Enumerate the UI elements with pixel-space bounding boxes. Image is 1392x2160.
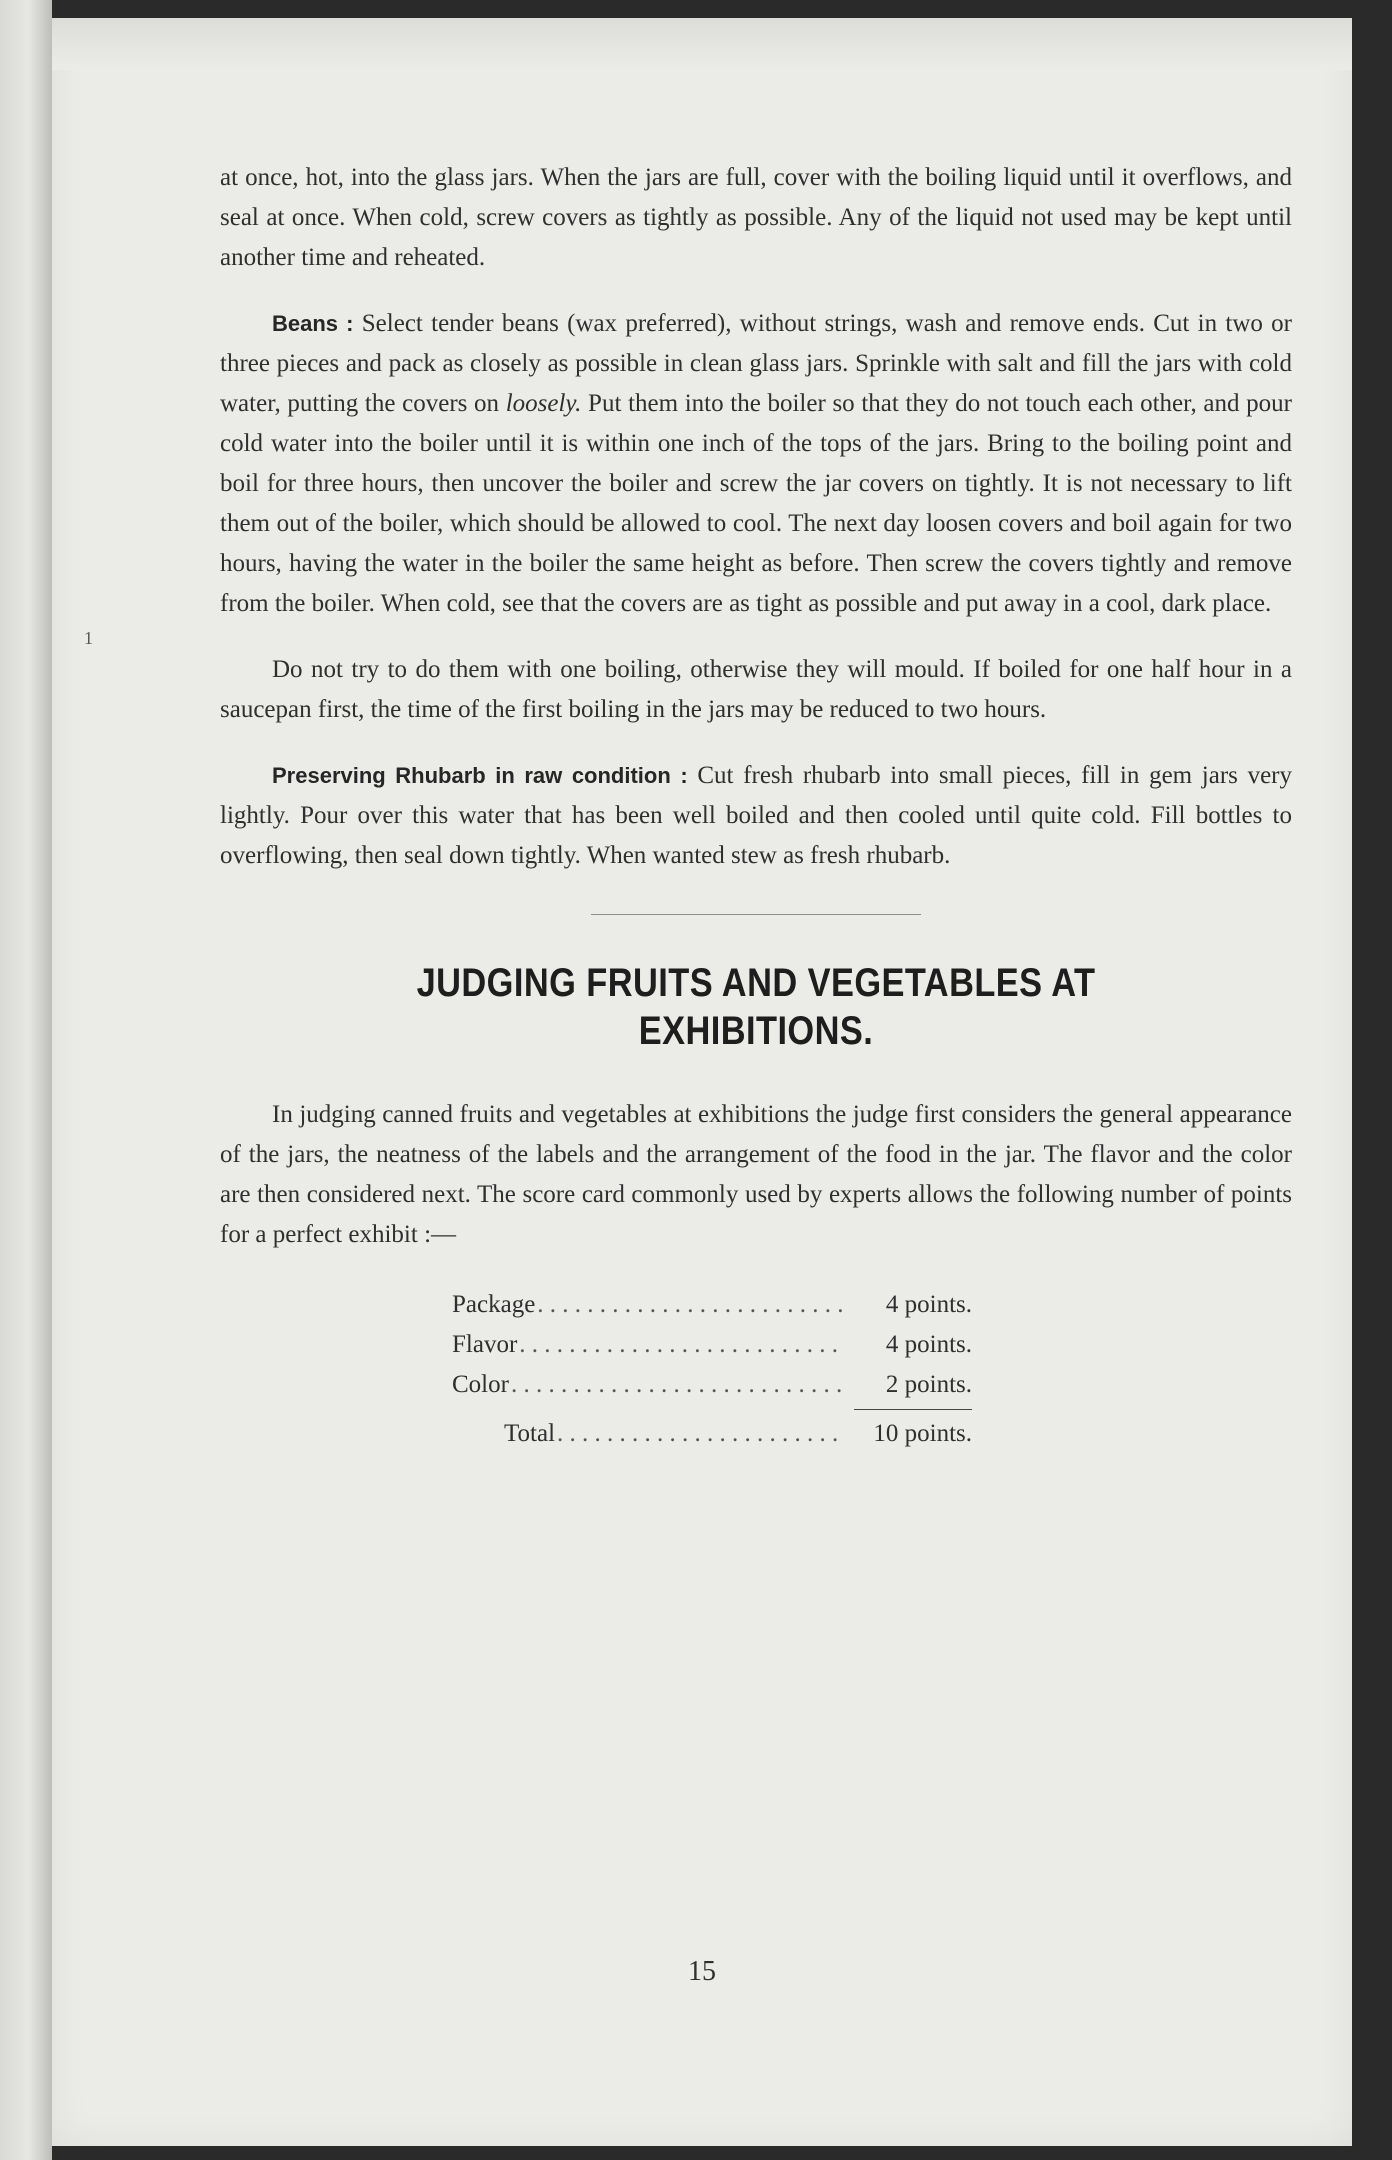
emphasis-text: loosely. <box>505 390 582 417</box>
paragraph-rhubarb <box>220 756 1292 876</box>
paragraph-text: In judging canned fruits and vegetables at exhibitions the judge first considers the general appearance of the jars, the neatness of the labels and the arrangement of the food in the jar. The flavor and the color are then considered next. The score card commonly used by experts allows the following number of points for a perfect exhibit :— <box>220 1101 1292 1248</box>
page-text <box>220 158 1292 1454</box>
score-card <box>452 1285 972 1454</box>
section-divider <box>591 914 921 915</box>
score-row <box>452 1365 972 1405</box>
score-label: Color <box>452 1371 509 1398</box>
paragraph-text: Do not try to do them with one boiling, otherwise they will mould. If boiled for one half hour in a saucepan first, the time of the first boiling in the jars may be reduced to two hours. <box>220 656 1292 723</box>
previous-page-edge <box>0 0 52 2160</box>
paragraph-text: Cut fresh rhubarb into small pieces, fill in gem jars very lightly. Pour over this water that has been well boiled and then cooled until quite cold. Fill bottles to overflowing, then seal down tightly. When wanted stew as fresh rhubarb. <box>220 762 1292 869</box>
paragraph-judging <box>220 1095 1292 1255</box>
page-top-edge <box>52 18 1352 70</box>
score-label: Flavor <box>452 1331 518 1358</box>
total-rule <box>854 1409 972 1410</box>
leader-dots <box>557 1414 842 1454</box>
score-value: 2 points. <box>885 1371 972 1398</box>
paragraph-text: at once, hot, into the glass jars. When the jars are full, cover with the boiling liquid until it overflows, and seal at once. When cold, screw covers as tightly as possible. Any of the liquid not used may be kept until another time and reheated. <box>220 164 1292 271</box>
margin-mark: 1 <box>84 628 93 648</box>
paragraph-text: Put them into the boiler so that they do not touch each other, and pour cold water into the boiler until it is within one inch of the tops of the jars. Bring to the boiling point and boil for three hours, then uncover the boiler and screw the jar covers on tightly. It is not necessary to lift them out of the boiler, which should be allowed to cool. The next day loosen covers and boil again for two hours, having the water in the boiler the same height as before. Then screw the covers tightly and remove from the boiler. When cold, see that the covers are as tight as possible and put away in a cool, dark place. <box>220 390 1292 617</box>
section-heading: JUDGING FRUITS AND VEGETABLES AT EXHIBITIONS. <box>416 961 1096 1053</box>
score-value: 4 points. <box>885 1331 972 1358</box>
leader-dots <box>537 1285 842 1325</box>
leader-dots <box>511 1365 842 1405</box>
leader-dots <box>519 1325 842 1365</box>
paragraph-beans <box>220 304 1292 624</box>
run-in-heading-rhubarb: Preserving Rhubarb in raw condition : <box>272 763 688 788</box>
score-total-row <box>452 1414 972 1454</box>
score-total-value: 10 points. <box>873 1420 972 1447</box>
score-row <box>452 1285 972 1325</box>
score-total-label: Total <box>504 1420 556 1447</box>
paragraph-continued <box>220 158 1292 278</box>
page-number: 15 <box>688 1956 716 1987</box>
paragraph-text: Select tender beans (wax preferred), without strings, wash and remove ends. Cut in two or three pieces and pack as closely as possible in clean glass jars. Sprinkle with salt and fill the jars with cold water, putting the covers on <box>220 310 1292 417</box>
book-page <box>52 18 1352 2146</box>
paragraph-mould <box>220 650 1292 730</box>
run-in-heading-beans: Beans : <box>272 311 354 336</box>
score-label: Package <box>452 1291 536 1318</box>
score-row <box>452 1325 972 1365</box>
score-value: 4 points. <box>885 1291 972 1318</box>
